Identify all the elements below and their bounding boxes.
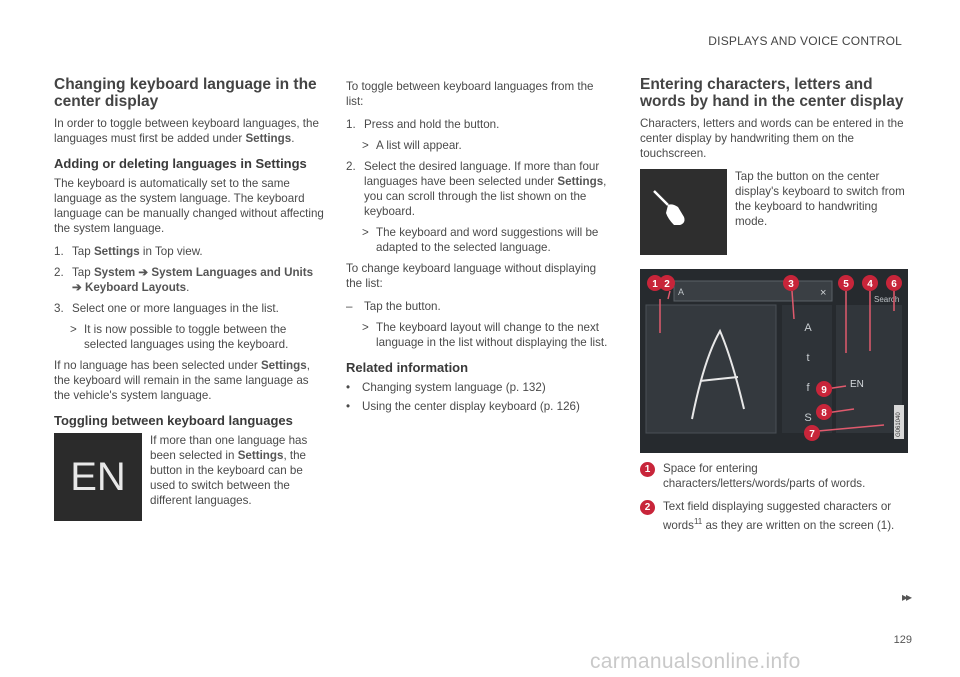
handwriting-block [640, 169, 910, 255]
heading-change-language: Changing keyboard language in the center display [54, 76, 317, 110]
svg-text:1: 1 [652, 279, 658, 290]
toggle-block [54, 433, 324, 521]
toggle-text: If more than one language has been selected in Settings, the button in the keyboard can be used to switch between the different languages. [150, 434, 308, 507]
list-step-2: 2. Select the desired language. If more than four languages have been selected under Settings, you can scroll through the list shown on the keyboard. [346, 160, 607, 218]
handwriting-text: Tap the button on the center display's keyboard to switch from the keyboard to handwriting mode. [735, 170, 905, 228]
no-display-intro: To change keyboard language without displaying the list: [346, 262, 597, 290]
svg-text:3: 3 [788, 279, 794, 290]
svg-text:G061040: G061040 [896, 412, 902, 437]
step-3: 3. Select one or more languages in the list. [54, 302, 279, 315]
list-step-2-result: > The keyboard and word suggestions will be adapted to the selected language. [362, 226, 599, 254]
heading-entering: Entering characters, letters and words by hand in the center display [640, 76, 904, 110]
column-2 [346, 79, 611, 418]
next-page-icon[interactable]: ▸▸ [901, 590, 910, 604]
svg-text:4: 4 [867, 279, 873, 290]
svg-text:9: 9 [821, 385, 827, 396]
page-header: DISPLAYS AND VOICE CONTROL [708, 34, 902, 48]
svg-text:A: A [804, 322, 812, 334]
svg-text:6: 6 [891, 279, 897, 290]
svg-text:×: × [820, 287, 827, 299]
heading-toggling: Toggling between keyboard languages [54, 413, 293, 428]
step-2: 2. Tap System ➔ System Languages and Units ➔ Keyboard Layouts. [54, 266, 314, 294]
svg-text:t: t [806, 352, 810, 364]
related-item-2[interactable]: • Using the center display keyboard (p. 126) [346, 400, 580, 413]
page-number: 129 [893, 634, 912, 646]
svg-text:S: S [804, 412, 812, 424]
related-item-1[interactable]: • Changing system language (p. 132) [346, 381, 546, 394]
svg-text:A: A [678, 287, 685, 297]
column-1 [54, 76, 324, 521]
step-1: 1. Tap Settings in Top view. [54, 245, 203, 258]
callout-item-2: 2 Text field displaying suggested characters or words$^{11}$ as they are written on the screen (1). [640, 499, 910, 533]
add-paragraph: The keyboard is automatically set to the same language as the system language. The keyboard language can be manually changed without affecting the system language. [54, 177, 324, 235]
svg-text:8: 8 [821, 408, 827, 419]
entering-intro: Characters, letters and words can be entered in the center display by handwriting them on the touchscreen. [640, 117, 904, 160]
callout-item-1: 1 Space for entering characters/letters/words/parts of words. [640, 461, 910, 491]
intro-text: In order to toggle between keyboard languages, the languages must first be added under Settings. [54, 117, 319, 145]
dash-step: – Tap the button. [346, 300, 441, 313]
keyboard-illustration [640, 269, 908, 453]
svg-text:Search: Search [874, 295, 900, 304]
svg-text:EN: EN [850, 379, 864, 390]
svg-text:7: 7 [809, 429, 815, 440]
list-step-1-result: > A list will appear. [362, 139, 462, 152]
heading-related: Related information [346, 360, 469, 375]
dash-step-result: > The keyboard layout will change to the next language in the list without displaying the list. [362, 321, 608, 349]
no-language-note: If no language has been selected under Settings, the keyboard will remain in the same language as the vehicle's system language. [54, 359, 310, 402]
toggle-list-intro: To toggle between keyboard languages from the list: [346, 80, 594, 108]
step-3-result: > It is now possible to toggle between the selected languages using the keyboard. [70, 323, 289, 351]
svg-text:2: 2 [664, 279, 670, 290]
handwriting-icon [640, 169, 727, 255]
list-step-1: 1. Press and hold the button. [346, 118, 500, 131]
svg-text:f: f [806, 382, 810, 394]
column-3 [640, 76, 910, 537]
watermark: carmanualsonline.info [590, 650, 801, 673]
en-button-icon: EN [54, 433, 142, 521]
heading-add-delete: Adding or deleting languages in Settings [54, 156, 307, 171]
svg-text:5: 5 [843, 279, 849, 290]
